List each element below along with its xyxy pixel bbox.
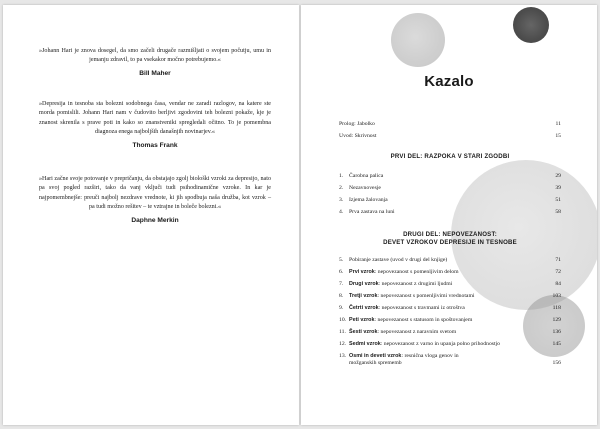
toc-entry-number: 6. [339, 269, 344, 275]
toc-entry [339, 329, 561, 336]
toc-title: Kazalo [424, 73, 474, 90]
left-page [3, 5, 299, 425]
toc-entry-bold: Četrti vzrok [349, 305, 379, 311]
toc-entry [339, 173, 561, 180]
quote-text: »Hari začne svoje potovanje v prepričanju, da obstajajo zgolj biološki vzroki za depresijo, nato pa svoj pogled razširi, tako da vanj vključi tudi psihodinamične vzroke. In kar je najpomembnejše: preuči najbolj nezdrave vrednote, ki jih spodbuja naša družba, kot vzrok – pa tudi možno rešitev – te vztrajne in boleče bolezni.« [39, 176, 271, 211]
toc-entry-number: 13. [339, 353, 347, 359]
part-heading [339, 231, 561, 247]
right-page [301, 5, 597, 425]
toc-entry [339, 197, 561, 204]
toc-entry [339, 133, 561, 140]
toc-entry-label: : nepovezanost z naravnim svetom [377, 329, 457, 335]
part-heading-line: DEVET VZROKOV DEPRESIJE IN TESNOBE [383, 239, 517, 246]
toc-entry-page: 51 [555, 197, 561, 203]
toc-entry-label: : resnična vloga genov in možganskih sprememb [349, 353, 459, 366]
review-quote [39, 47, 271, 78]
toc-entry-number: 5. [339, 257, 344, 263]
toc-entry-label: : nepovezanost s travmami iz otroštva [378, 305, 465, 311]
toc-entry-label: : nepovezanost z varno in upanja polno prihodnostjo [380, 341, 501, 347]
toc-entry-page: 72 [555, 269, 561, 275]
toc-entry-label: : nepovezanost s pomenljivimi vrednotami [377, 293, 475, 299]
toc-entry [339, 341, 561, 348]
toc-entry [339, 317, 561, 324]
review-quote [39, 100, 271, 150]
toc-entry [339, 121, 561, 128]
toc-entry-page: 71 [555, 257, 561, 263]
quote-author: Bill Maher [139, 69, 171, 77]
toc-entry [339, 353, 561, 367]
toc-entry-number: 10. [339, 317, 347, 323]
toc-entry-bold: Osmi in deveti vzrok [349, 353, 402, 359]
toc-entry-number: 8. [339, 293, 344, 299]
toc-entry-number: 1. [339, 173, 344, 179]
book-spread [3, 5, 597, 425]
toc-entry-label: Uvod: Skrivnost [339, 133, 377, 139]
toc-entry-page: 103 [552, 293, 561, 299]
toc-entry-label: Izjema žalovanja [349, 197, 388, 203]
toc-entry-page: 156 [552, 360, 561, 366]
quote-text: »Depresija in tesnoba sta bolezni sodobnega časa, vendar ne zaradi razlogov, na katere ste morda pomislili. Johann Hari nam v čudovito berljivi zgodovini teh bolezni pokaže, kje je znanost skrenila s prave poti in kako so znanstveniki spregledali očitno. To je pomembna diagnoza enega najboljših današnjih novinarjev.« [39, 101, 271, 136]
toc-entry-bold: Drugi vzrok [349, 281, 379, 287]
watercolor-blob-decoration [391, 13, 445, 67]
toc-entry-label: Čarobna palica [349, 173, 384, 179]
toc-entry-label: Prolog: Jabolko [339, 121, 375, 127]
toc-entry-number: 11. [339, 329, 346, 335]
toc-entry-page: 136 [552, 329, 561, 335]
toc-entry-label: : nepovezanost s statusom in spoštovanjem [374, 317, 473, 323]
toc-entry-number: 4. [339, 209, 344, 215]
toc-entry-label: Prva zastava na luni [349, 209, 395, 215]
toc-entry-page: 118 [552, 305, 561, 311]
toc-entry-label: : nepovezanost s pomenljivim delom [374, 269, 459, 275]
toc-entry-number: 2. [339, 185, 344, 191]
toc-entry-label: : nepovezanost z drugimi ljudmi [378, 281, 453, 287]
toc-entry [339, 185, 561, 192]
part-heading-line: DRUGI DEL: NEPOVEZANOST: [403, 231, 497, 238]
toc-entry [339, 281, 561, 288]
watercolor-blob-decoration [513, 7, 549, 43]
toc-entry [339, 305, 561, 312]
toc-entry-page: 39 [555, 185, 561, 191]
toc-entry-page: 129 [552, 317, 561, 323]
toc-entry-bold: Šesti vzrok [349, 329, 378, 335]
review-quote [39, 175, 271, 225]
quote-author: Thomas Frank [132, 141, 178, 149]
toc-entry [339, 257, 561, 264]
toc-entry-page: 11 [555, 121, 561, 127]
toc-entry [339, 293, 561, 300]
toc-entry-number: 12. [339, 341, 347, 347]
quote-text: »Johann Hari je znova dosegel, da smo začeli drugače razmišljati o svojem počutju, umu in jemanju zdravil, to pa vsekakor močno potrebujemo.« [39, 48, 271, 64]
toc-entry-bold: Tretji vzrok [349, 293, 378, 299]
toc-entry-label: Nezavnovesje [349, 185, 381, 191]
toc-entry-number: 7. [339, 281, 344, 287]
quote-author: Daphne Merkin [131, 216, 179, 224]
toc-entry-page: 58 [555, 209, 561, 215]
toc-entry-number: 3. [339, 197, 344, 203]
toc-entry-number: 9. [339, 305, 344, 311]
part-heading: PRVI DEL: RAZPOKA V STARI ZGODBI [390, 153, 510, 160]
toc-entry-page: 84 [555, 281, 561, 287]
toc-entry-page: 15 [555, 133, 561, 139]
toc-entry-bold: Peti vzrok [349, 317, 375, 323]
toc-entry-page: 29 [555, 173, 561, 179]
toc-entry-bold: Sedmi vzrok [349, 341, 381, 347]
toc-entry-label: Pobiranje zastave (uvod v drugi del knjige) [349, 257, 448, 263]
toc-entry [339, 209, 561, 216]
toc-entry-page: 145 [552, 341, 561, 347]
toc-entry-bold: Prvi vzrok [349, 269, 375, 275]
toc-entry [339, 269, 561, 276]
